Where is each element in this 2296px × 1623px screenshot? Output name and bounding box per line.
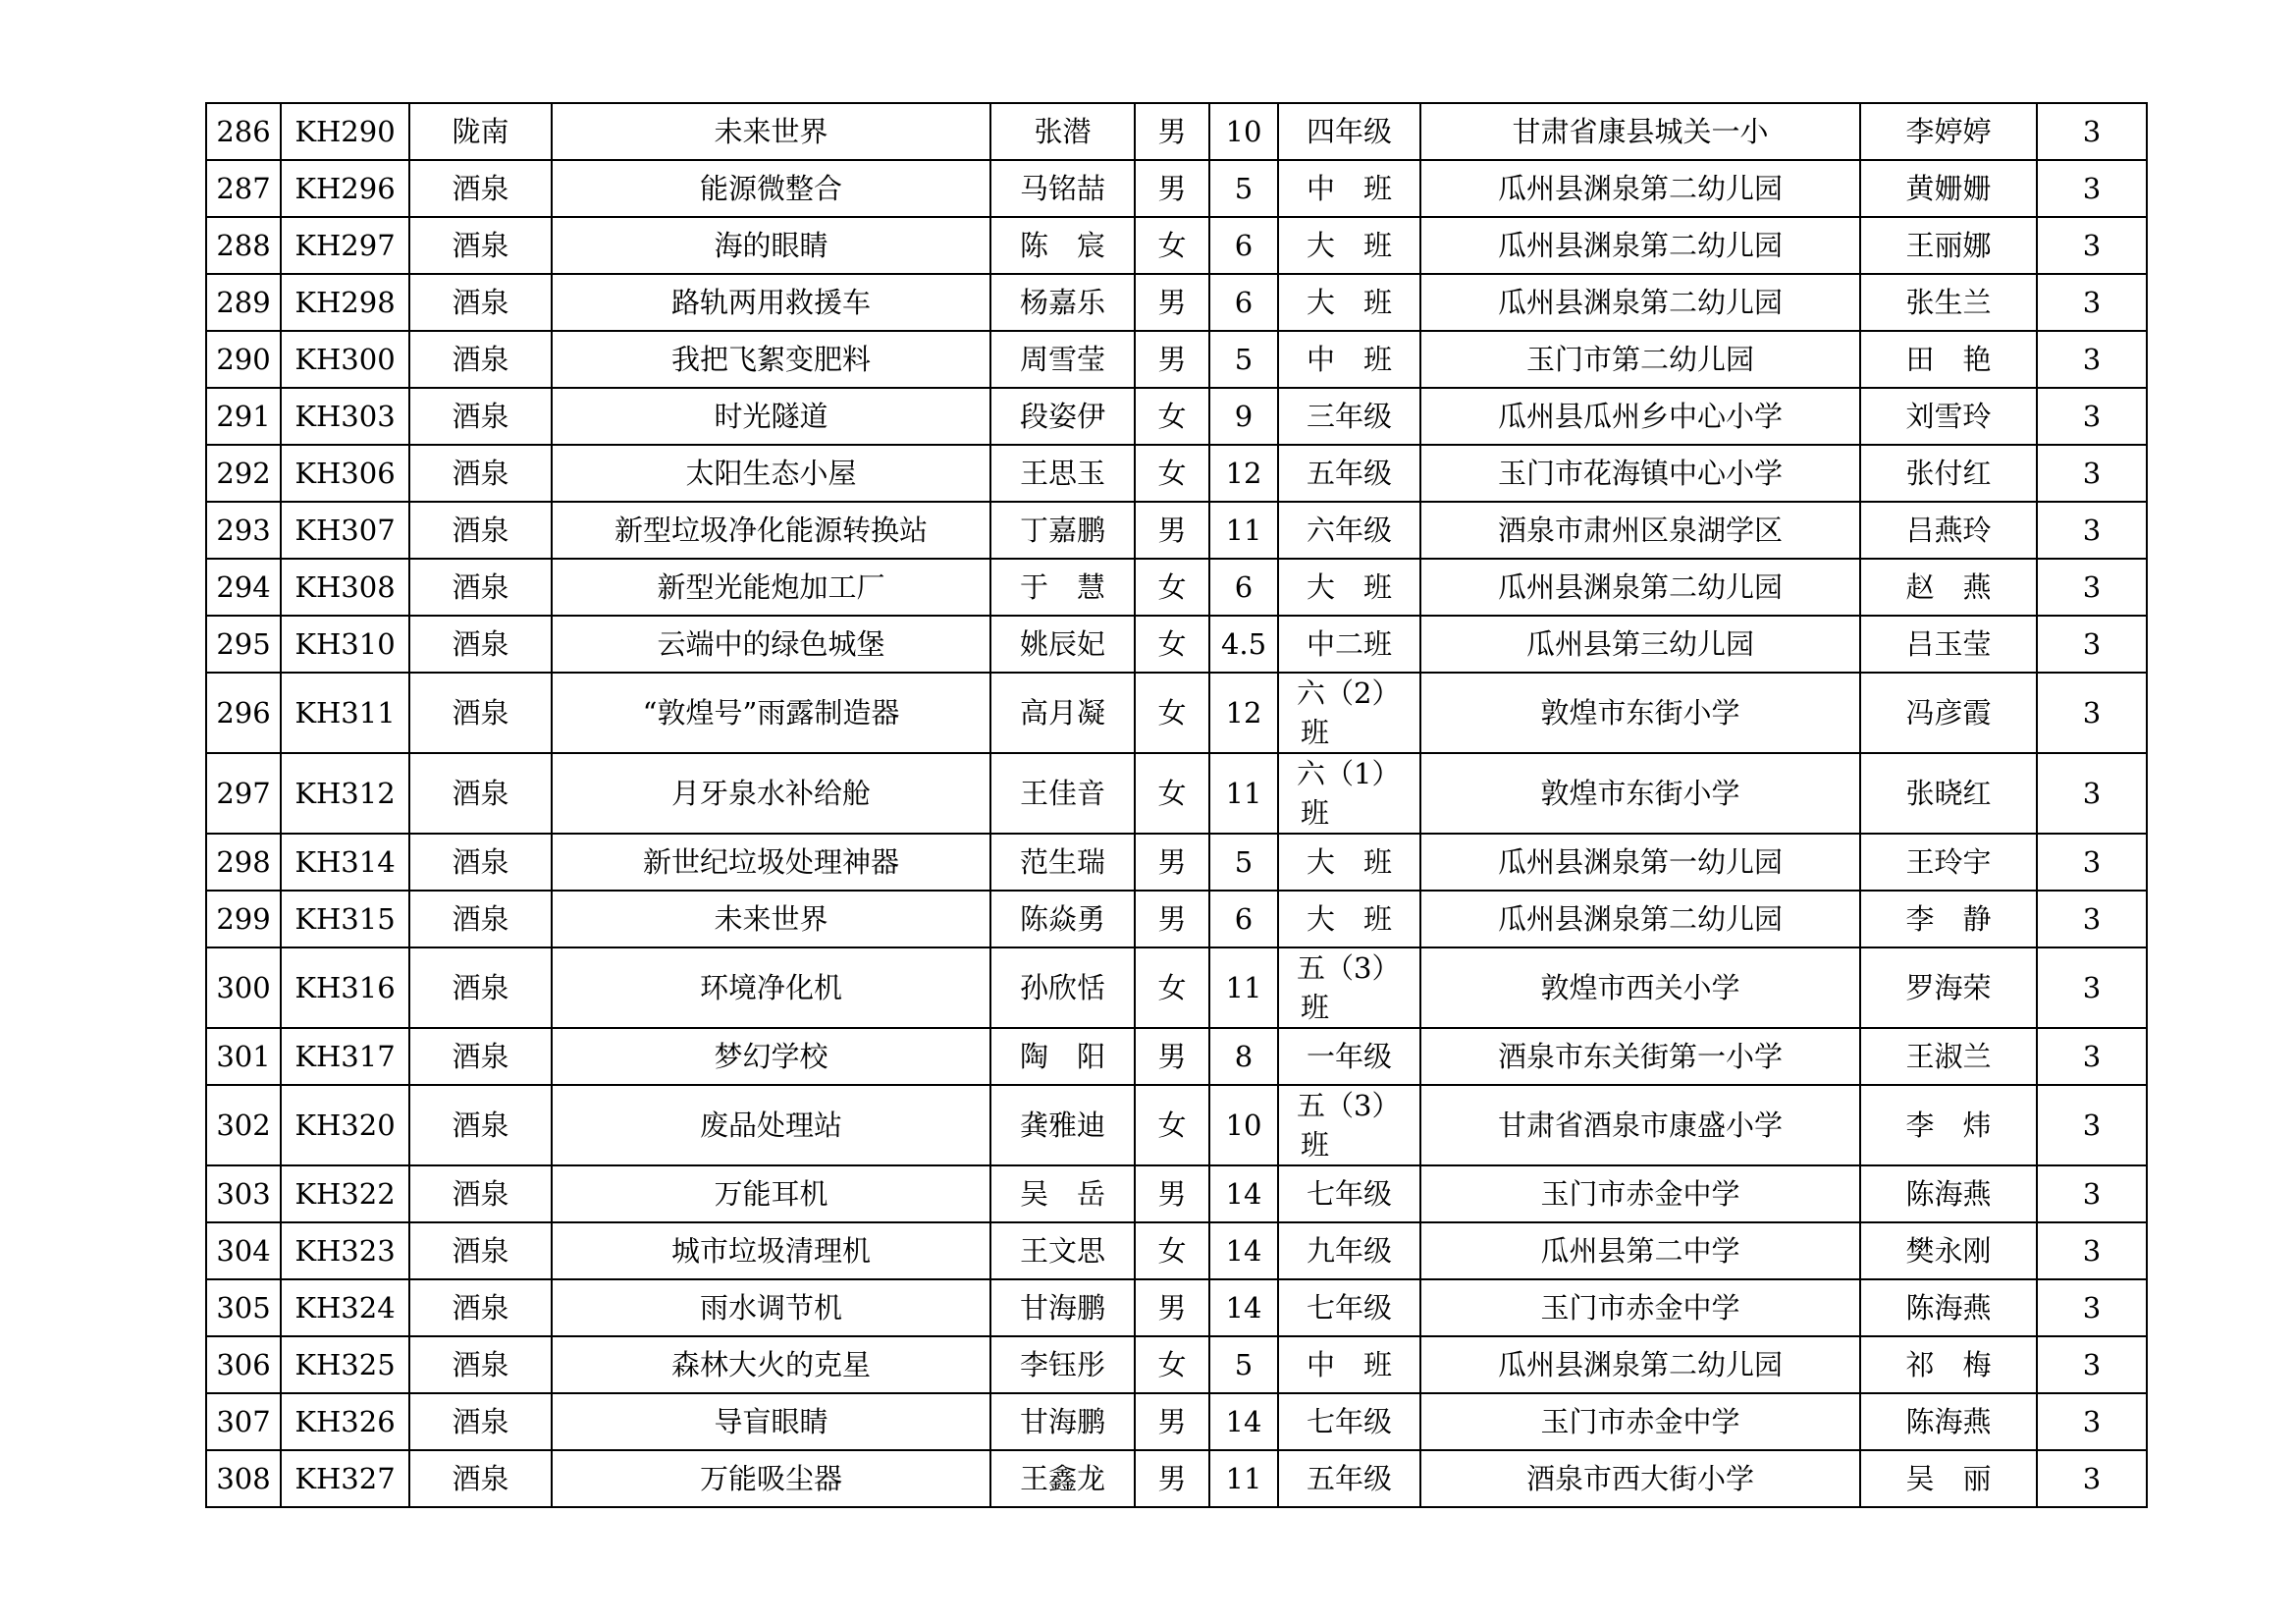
table-row: [206, 1165, 2147, 1222]
cell-gender: 男: [1135, 1450, 1209, 1507]
cell-name: 龚雅迪: [990, 1085, 1135, 1165]
cell-region: 酒泉: [409, 160, 552, 217]
cell-award: 3: [2037, 274, 2147, 331]
cell-award: 3: [2037, 1165, 2147, 1222]
cell-no: 296: [206, 673, 281, 753]
cell-school: 瓜州县渊泉第二幼儿园: [1420, 274, 1860, 331]
cell-grade: [1278, 753, 1420, 834]
cell-gender: 女: [1135, 388, 1209, 445]
cell-id: KH298: [281, 274, 409, 331]
cell-region: 酒泉: [409, 1085, 552, 1165]
cell-name: 陈 宸: [990, 217, 1135, 274]
cell-gender: 女: [1135, 673, 1209, 753]
cell-award: 3: [2037, 388, 2147, 445]
cell-id: KH290: [281, 103, 409, 160]
cell-work: 路轨两用救援车: [552, 274, 990, 331]
cell-region: 酒泉: [409, 891, 552, 947]
table-row: [206, 502, 2147, 559]
cell-gender: 男: [1135, 1279, 1209, 1336]
cell-award: 3: [2037, 1085, 2147, 1165]
cell-gender: 男: [1135, 1393, 1209, 1450]
cell-grade: 中 班: [1278, 1336, 1420, 1393]
cell-school: 瓜州县渊泉第二幼儿园: [1420, 217, 1860, 274]
cell-school: 玉门市赤金中学: [1420, 1165, 1860, 1222]
table-row: [206, 274, 2147, 331]
cell-no: 307: [206, 1393, 281, 1450]
cell-award: 3: [2037, 834, 2147, 891]
cell-name: 杨嘉乐: [990, 274, 1135, 331]
cell-teacher: 赵 燕: [1860, 559, 2037, 616]
cell-name: 马铭喆: [990, 160, 1135, 217]
cell-age: 6: [1209, 891, 1278, 947]
table-row: [206, 891, 2147, 947]
table-row: [206, 445, 2147, 502]
cell-school: 敦煌市西关小学: [1420, 947, 1860, 1028]
cell-name: 张潜: [990, 103, 1135, 160]
cell-award: 3: [2037, 559, 2147, 616]
cell-work: “敦煌号”雨露制造器: [552, 673, 990, 753]
cell-no: 290: [206, 331, 281, 388]
cell-age: 6: [1209, 217, 1278, 274]
cell-work: 万能耳机: [552, 1165, 990, 1222]
table-row: [206, 1085, 2147, 1165]
cell-grade: 五年级: [1278, 445, 1420, 502]
cell-work: 环境净化机: [552, 947, 990, 1028]
cell-no: 308: [206, 1450, 281, 1507]
grade-line-2: 班: [1301, 716, 1330, 749]
cell-grade: [1278, 947, 1420, 1028]
cell-award: 3: [2037, 1222, 2147, 1279]
cell-age: 10: [1209, 103, 1278, 160]
cell-name: 陈焱勇: [990, 891, 1135, 947]
grade-line-1: 五（3）: [1297, 1089, 1401, 1122]
cell-no: 289: [206, 274, 281, 331]
cell-school: 瓜州县渊泉第二幼儿园: [1420, 1336, 1860, 1393]
cell-name: 王佳音: [990, 753, 1135, 834]
cell-school: 玉门市花海镇中心小学: [1420, 445, 1860, 502]
cell-region: 陇南: [409, 103, 552, 160]
cell-teacher: 陈海燕: [1860, 1279, 2037, 1336]
cell-name: 范生瑞: [990, 834, 1135, 891]
cell-no: 291: [206, 388, 281, 445]
cell-teacher: 李婷婷: [1860, 103, 2037, 160]
cell-award: 3: [2037, 1028, 2147, 1085]
cell-id: KH307: [281, 502, 409, 559]
cell-no: 301: [206, 1028, 281, 1085]
cell-no: 288: [206, 217, 281, 274]
cell-work: 梦幻学校: [552, 1028, 990, 1085]
cell-teacher: 张生兰: [1860, 274, 2037, 331]
cell-grade: 七年级: [1278, 1279, 1420, 1336]
cell-id: KH312: [281, 753, 409, 834]
cell-name: 王文思: [990, 1222, 1135, 1279]
cell-teacher: 吕玉莹: [1860, 616, 2037, 673]
cell-school: 酒泉市东关街第一小学: [1420, 1028, 1860, 1085]
cell-work: 太阳生态小屋: [552, 445, 990, 502]
cell-age: 5: [1209, 160, 1278, 217]
cell-work: 新世纪垃圾处理神器: [552, 834, 990, 891]
cell-gender: 女: [1135, 1085, 1209, 1165]
cell-award: 3: [2037, 1450, 2147, 1507]
table-row: [206, 103, 2147, 160]
cell-award: 3: [2037, 103, 2147, 160]
cell-teacher: 王玲宇: [1860, 834, 2037, 891]
cell-no: 287: [206, 160, 281, 217]
cell-teacher: 刘雪玲: [1860, 388, 2037, 445]
cell-no: 298: [206, 834, 281, 891]
cell-gender: 男: [1135, 891, 1209, 947]
grade-line-1: 六（2）: [1297, 676, 1401, 710]
cell-name: 陶 阳: [990, 1028, 1135, 1085]
table-row: [206, 1028, 2147, 1085]
cell-teacher: 李 静: [1860, 891, 2037, 947]
cell-grade: 三年级: [1278, 388, 1420, 445]
cell-school: 甘肃省酒泉市康盛小学: [1420, 1085, 1860, 1165]
cell-grade: [1278, 673, 1420, 753]
cell-name: 于 慧: [990, 559, 1135, 616]
cell-school: 敦煌市东街小学: [1420, 753, 1860, 834]
cell-award: 3: [2037, 160, 2147, 217]
cell-region: 酒泉: [409, 217, 552, 274]
cell-work: 海的眼睛: [552, 217, 990, 274]
cell-work: 雨水调节机: [552, 1279, 990, 1336]
cell-no: 306: [206, 1336, 281, 1393]
cell-region: 酒泉: [409, 1222, 552, 1279]
cell-gender: 女: [1135, 1222, 1209, 1279]
cell-award: 3: [2037, 1393, 2147, 1450]
cell-age: 12: [1209, 445, 1278, 502]
cell-work: 导盲眼睛: [552, 1393, 990, 1450]
cell-name: 王思玉: [990, 445, 1135, 502]
cell-name: 丁嘉鹏: [990, 502, 1135, 559]
cell-school: 瓜州县渊泉第二幼儿园: [1420, 559, 1860, 616]
cell-grade: [1278, 1085, 1420, 1165]
cell-region: 酒泉: [409, 1393, 552, 1450]
cell-no: 305: [206, 1279, 281, 1336]
cell-id: KH296: [281, 160, 409, 217]
cell-work: 能源微整合: [552, 160, 990, 217]
grade-line-1: 六（1）: [1297, 757, 1401, 790]
table-row: [206, 1279, 2147, 1336]
cell-school: 瓜州县渊泉第一幼儿园: [1420, 834, 1860, 891]
cell-teacher: 田 艳: [1860, 331, 2037, 388]
cell-age: 14: [1209, 1222, 1278, 1279]
cell-work: 城市垃圾清理机: [552, 1222, 990, 1279]
cell-id: KH317: [281, 1028, 409, 1085]
cell-no: 303: [206, 1165, 281, 1222]
cell-gender: 女: [1135, 616, 1209, 673]
cell-id: KH326: [281, 1393, 409, 1450]
cell-age: 11: [1209, 947, 1278, 1028]
cell-school: 敦煌市东街小学: [1420, 673, 1860, 753]
table-row: [206, 753, 2147, 834]
cell-region: 酒泉: [409, 388, 552, 445]
cell-age: 6: [1209, 274, 1278, 331]
cell-age: 5: [1209, 834, 1278, 891]
cell-age: 5: [1209, 1336, 1278, 1393]
cell-gender: 男: [1135, 103, 1209, 160]
table-row: [206, 947, 2147, 1028]
table-row: [206, 1450, 2147, 1507]
cell-name: 高月凝: [990, 673, 1135, 753]
cell-region: 酒泉: [409, 673, 552, 753]
cell-age: 14: [1209, 1165, 1278, 1222]
cell-name: 段姿伊: [990, 388, 1135, 445]
cell-work: 未来世界: [552, 103, 990, 160]
cell-teacher: 吴 丽: [1860, 1450, 2037, 1507]
cell-teacher: 吕燕玲: [1860, 502, 2037, 559]
cell-age: 10: [1209, 1085, 1278, 1165]
cell-region: 酒泉: [409, 274, 552, 331]
cell-id: KH323: [281, 1222, 409, 1279]
cell-age: 9: [1209, 388, 1278, 445]
cell-work: 新型垃圾净化能源转换站: [552, 502, 990, 559]
cell-gender: 女: [1135, 1336, 1209, 1393]
cell-school: 酒泉市肃州区泉湖学区: [1420, 502, 1860, 559]
cell-grade: 一年级: [1278, 1028, 1420, 1085]
table-row: [206, 616, 2147, 673]
cell-id: KH303: [281, 388, 409, 445]
cell-school: 瓜州县第二中学: [1420, 1222, 1860, 1279]
table-row: [206, 1393, 2147, 1450]
cell-teacher: 王淑兰: [1860, 1028, 2037, 1085]
cell-region: 酒泉: [409, 947, 552, 1028]
cell-name: 孙欣恬: [990, 947, 1135, 1028]
cell-region: 酒泉: [409, 753, 552, 834]
cell-teacher: 樊永刚: [1860, 1222, 2037, 1279]
grade-line-1: 五（3）: [1297, 951, 1401, 985]
cell-award: 3: [2037, 891, 2147, 947]
cell-id: KH306: [281, 445, 409, 502]
table-row: [206, 1336, 2147, 1393]
cell-name: 甘海鹏: [990, 1279, 1135, 1336]
cell-id: KH322: [281, 1165, 409, 1222]
cell-award: 3: [2037, 1279, 2147, 1336]
cell-grade: 大 班: [1278, 274, 1420, 331]
cell-award: 3: [2037, 331, 2147, 388]
cell-gender: 女: [1135, 559, 1209, 616]
cell-teacher: 李 炜: [1860, 1085, 2037, 1165]
cell-id: KH311: [281, 673, 409, 753]
cell-work: 我把飞絮变肥料: [552, 331, 990, 388]
cell-teacher: 陈海燕: [1860, 1393, 2037, 1450]
table-row: [206, 388, 2147, 445]
cell-name: 甘海鹏: [990, 1393, 1135, 1450]
cell-school: 玉门市第二幼儿园: [1420, 331, 1860, 388]
cell-id: KH297: [281, 217, 409, 274]
cell-id: KH324: [281, 1279, 409, 1336]
cell-region: 酒泉: [409, 1165, 552, 1222]
cell-gender: 女: [1135, 947, 1209, 1028]
cell-gender: 男: [1135, 1165, 1209, 1222]
table-row: [206, 331, 2147, 388]
cell-gender: 男: [1135, 834, 1209, 891]
cell-name: 吴 岳: [990, 1165, 1135, 1222]
cell-region: 酒泉: [409, 834, 552, 891]
cell-name: 周雪莹: [990, 331, 1135, 388]
grade-line-2: 班: [1301, 796, 1330, 830]
grade-line-2: 班: [1301, 1128, 1330, 1162]
cell-id: KH308: [281, 559, 409, 616]
cell-teacher: 王丽娜: [1860, 217, 2037, 274]
cell-teacher: 张付红: [1860, 445, 2037, 502]
cell-region: 酒泉: [409, 1450, 552, 1507]
cell-grade: 四年级: [1278, 103, 1420, 160]
table-row: [206, 160, 2147, 217]
cell-gender: 男: [1135, 160, 1209, 217]
cell-school: 甘肃省康县城关一小: [1420, 103, 1860, 160]
cell-no: 299: [206, 891, 281, 947]
cell-gender: 男: [1135, 1028, 1209, 1085]
cell-gender: 女: [1135, 445, 1209, 502]
cell-name: 王鑫龙: [990, 1450, 1135, 1507]
cell-no: 302: [206, 1085, 281, 1165]
cell-work: 月牙泉水补给舱: [552, 753, 990, 834]
cell-grade: 中 班: [1278, 160, 1420, 217]
cell-id: KH314: [281, 834, 409, 891]
cell-gender: 男: [1135, 331, 1209, 388]
cell-no: 300: [206, 947, 281, 1028]
cell-id: KH325: [281, 1336, 409, 1393]
cell-work: 未来世界: [552, 891, 990, 947]
grade-line-2: 班: [1301, 991, 1330, 1024]
cell-gender: 女: [1135, 753, 1209, 834]
cell-school: 瓜州县第三幼儿园: [1420, 616, 1860, 673]
cell-id: KH320: [281, 1085, 409, 1165]
cell-age: 6: [1209, 559, 1278, 616]
cell-work: 万能吸尘器: [552, 1450, 990, 1507]
cell-no: 286: [206, 103, 281, 160]
cell-award: 3: [2037, 616, 2147, 673]
cell-no: 295: [206, 616, 281, 673]
cell-region: 酒泉: [409, 1336, 552, 1393]
cell-region: 酒泉: [409, 1028, 552, 1085]
cell-school: 瓜州县渊泉第二幼儿园: [1420, 891, 1860, 947]
cell-age: 11: [1209, 1450, 1278, 1507]
cell-no: 293: [206, 502, 281, 559]
cell-age: 4.5: [1209, 616, 1278, 673]
cell-age: 14: [1209, 1279, 1278, 1336]
cell-teacher: 陈海燕: [1860, 1165, 2037, 1222]
cell-award: 3: [2037, 217, 2147, 274]
cell-id: KH310: [281, 616, 409, 673]
cell-teacher: 黄姗姗: [1860, 160, 2037, 217]
cell-grade: 大 班: [1278, 559, 1420, 616]
cell-grade: 中 班: [1278, 331, 1420, 388]
cell-grade: 大 班: [1278, 217, 1420, 274]
cell-award: 3: [2037, 673, 2147, 753]
cell-grade: 五年级: [1278, 1450, 1420, 1507]
cell-no: 292: [206, 445, 281, 502]
cell-teacher: 祁 梅: [1860, 1336, 2037, 1393]
cell-award: 3: [2037, 947, 2147, 1028]
cell-work: 时光隧道: [552, 388, 990, 445]
cell-teacher: 冯彦霞: [1860, 673, 2037, 753]
cell-no: 297: [206, 753, 281, 834]
cell-award: 3: [2037, 445, 2147, 502]
cell-grade: 大 班: [1278, 891, 1420, 947]
award-list-page: [205, 102, 2148, 1508]
cell-school: 酒泉市西大街小学: [1420, 1450, 1860, 1507]
cell-region: 酒泉: [409, 616, 552, 673]
table-row: [206, 673, 2147, 753]
cell-teacher: 张晓红: [1860, 753, 2037, 834]
cell-award: 3: [2037, 502, 2147, 559]
cell-award: 3: [2037, 1336, 2147, 1393]
cell-age: 14: [1209, 1393, 1278, 1450]
table-row: [206, 217, 2147, 274]
cell-region: 酒泉: [409, 445, 552, 502]
cell-school: 玉门市赤金中学: [1420, 1393, 1860, 1450]
cell-id: KH300: [281, 331, 409, 388]
cell-age: 12: [1209, 673, 1278, 753]
cell-region: 酒泉: [409, 1279, 552, 1336]
cell-gender: 男: [1135, 502, 1209, 559]
cell-grade: 大 班: [1278, 834, 1420, 891]
cell-school: 瓜州县渊泉第二幼儿园: [1420, 160, 1860, 217]
table-row: [206, 559, 2147, 616]
cell-no: 304: [206, 1222, 281, 1279]
table-row: [206, 1222, 2147, 1279]
cell-work: 新型光能炮加工厂: [552, 559, 990, 616]
cell-age: 8: [1209, 1028, 1278, 1085]
cell-work: 云端中的绿色城堡: [552, 616, 990, 673]
table-row: [206, 834, 2147, 891]
cell-name: 姚辰妃: [990, 616, 1135, 673]
cell-no: 294: [206, 559, 281, 616]
cell-region: 酒泉: [409, 502, 552, 559]
cell-name: 李钰彤: [990, 1336, 1135, 1393]
cell-grade: 七年级: [1278, 1165, 1420, 1222]
cell-region: 酒泉: [409, 559, 552, 616]
cell-region: 酒泉: [409, 331, 552, 388]
cell-id: KH315: [281, 891, 409, 947]
cell-school: 玉门市赤金中学: [1420, 1279, 1860, 1336]
cell-age: 11: [1209, 502, 1278, 559]
cell-age: 11: [1209, 753, 1278, 834]
cell-grade: 中二班: [1278, 616, 1420, 673]
cell-grade: 七年级: [1278, 1393, 1420, 1450]
cell-award: 3: [2037, 753, 2147, 834]
cell-age: 5: [1209, 331, 1278, 388]
cell-work: 废品处理站: [552, 1085, 990, 1165]
cell-gender: 男: [1135, 274, 1209, 331]
cell-grade: 九年级: [1278, 1222, 1420, 1279]
cell-id: KH316: [281, 947, 409, 1028]
cell-teacher: 罗海荣: [1860, 947, 2037, 1028]
cell-school: 瓜州县瓜州乡中心小学: [1420, 388, 1860, 445]
award-table: [205, 102, 2148, 1508]
cell-grade: 六年级: [1278, 502, 1420, 559]
cell-gender: 女: [1135, 217, 1209, 274]
cell-work: 森林大火的克星: [552, 1336, 990, 1393]
cell-id: KH327: [281, 1450, 409, 1507]
